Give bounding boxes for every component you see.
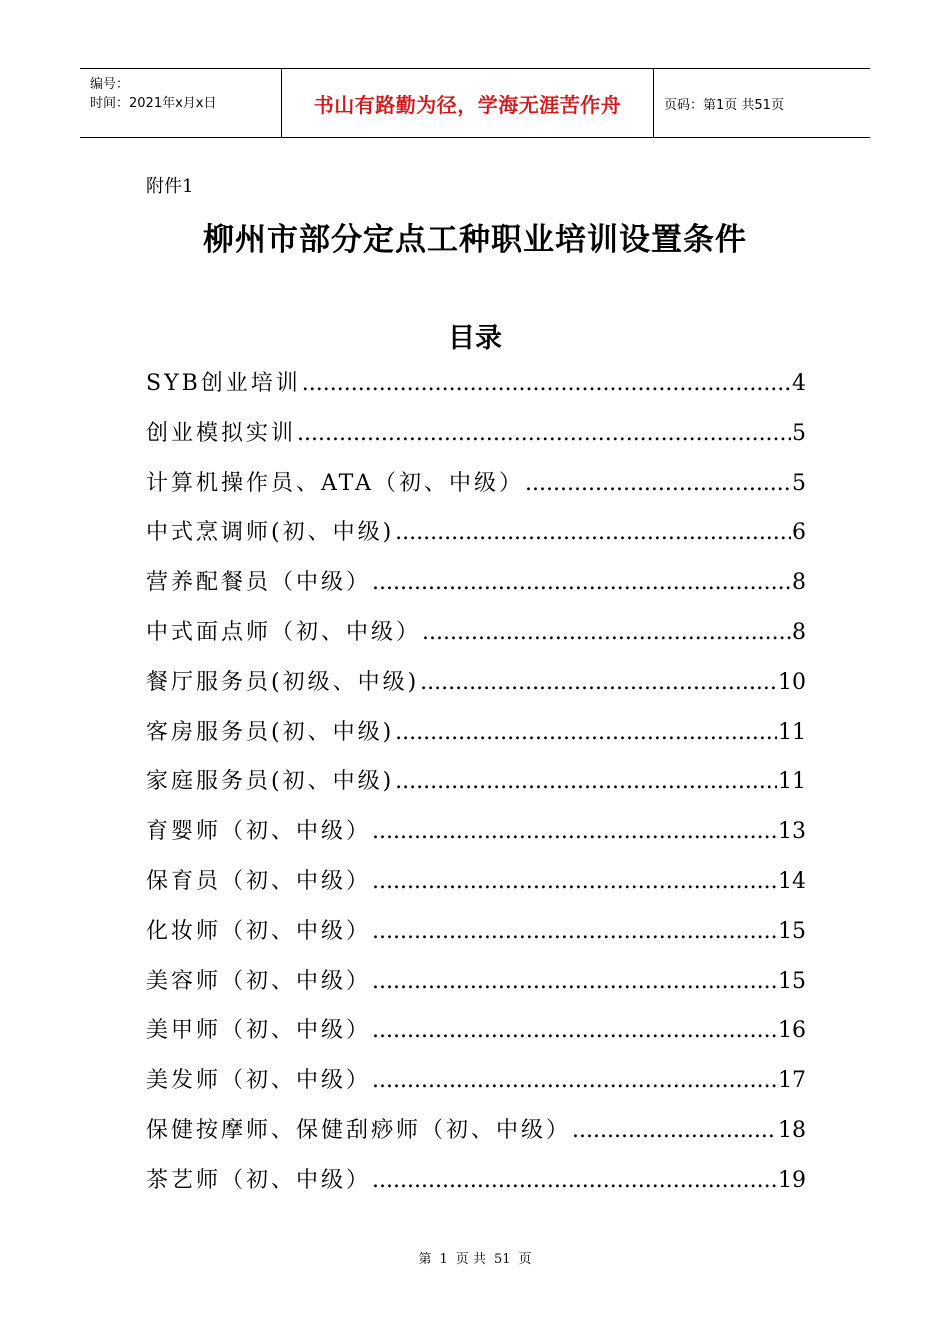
toc-entry[interactable] <box>146 814 806 864</box>
toc-entry[interactable] <box>146 764 806 814</box>
toc-entry[interactable] <box>146 1163 806 1213</box>
header-motto-cell <box>282 69 654 137</box>
toc-entry-label: 营养配餐员（中级） <box>146 570 372 596</box>
toc-entry-label: 保健按摩师、保健刮痧师（初、中级） <box>146 1117 572 1143</box>
footer-current-page: 1 <box>439 1252 448 1267</box>
toc-entry-page: 15 <box>778 968 806 994</box>
toc-leader-dots <box>395 769 777 794</box>
toc-entry-label: 创业模拟实训 <box>146 420 297 446</box>
toc-leader-dots <box>572 1118 777 1143</box>
toc-entry-page: 14 <box>778 868 806 894</box>
footer-total-pages: 51 <box>493 1252 511 1267</box>
toc-entry-page: 13 <box>778 819 806 845</box>
toc-leader-dots <box>420 670 777 695</box>
toc-entry-page: 6 <box>792 520 806 546</box>
toc-entry[interactable] <box>146 1063 806 1113</box>
footer-middle: 页 共 <box>455 1252 486 1267</box>
toc-leader-dots <box>372 919 777 944</box>
toc-entry-label: 美容师（初、中级） <box>146 968 372 994</box>
toc-entry-page: 10 <box>778 669 806 695</box>
toc-entry[interactable] <box>146 864 806 914</box>
toc-entry-label: 中式烹调师(初、中级) <box>146 520 395 546</box>
toc-leader-dots <box>525 471 791 496</box>
toc-entry-page: 8 <box>792 619 806 645</box>
toc-entry-label: 化妆师（初、中级） <box>146 918 372 944</box>
toc-entry-label: 茶艺师（初、中级） <box>146 1167 372 1193</box>
page-info: 页码：第1页 共51页 <box>664 97 784 113</box>
toc-leader-dots <box>395 720 777 745</box>
toc-entry-label: 家庭服务员(初、中级) <box>146 769 395 795</box>
toc-entry-label: 美发师（初、中级） <box>146 1068 372 1094</box>
toc-leader-dots <box>395 520 791 545</box>
page-footer <box>0 1248 950 1267</box>
toc-entry-page: 19 <box>778 1167 806 1193</box>
toc-entry[interactable] <box>146 1113 806 1163</box>
motto-text: 书山有路勤为径，学海无涯苦作舟 <box>313 92 622 117</box>
toc-entry-label: 美甲师（初、中级） <box>146 1018 372 1044</box>
toc-leader-dots <box>422 620 791 645</box>
toc-entry-label: SYB创业培训 <box>146 371 301 396</box>
toc-entry-page: 11 <box>778 769 806 795</box>
toc-entry[interactable] <box>146 565 806 615</box>
attachment-label: 附件1 <box>146 176 194 197</box>
toc-entry-page: 15 <box>778 918 806 944</box>
toc-entry[interactable] <box>146 715 806 765</box>
toc-entry-page: 18 <box>778 1117 806 1143</box>
toc-leader-dots <box>297 421 791 446</box>
toc-entry-label: 育婴师（初、中级） <box>146 819 372 845</box>
number-label: 编号： <box>90 77 130 92</box>
toc-entry[interactable] <box>146 1013 806 1063</box>
toc-entry[interactable] <box>146 366 806 416</box>
toc-entry-page: 16 <box>778 1018 806 1044</box>
toc-leader-dots <box>372 1168 777 1193</box>
toc-leader-dots <box>372 1018 777 1043</box>
toc-entry-label: 保育员（初、中级） <box>146 868 372 894</box>
toc-entry[interactable] <box>146 964 806 1014</box>
toc-entry[interactable] <box>146 416 806 466</box>
toc-entry[interactable] <box>146 515 806 565</box>
toc-leader-dots <box>372 819 777 844</box>
toc-entry-label: 客房服务员(初、中级) <box>146 719 395 745</box>
toc-leader-dots <box>372 1068 777 1093</box>
time-label: 时间：2021年x月x日 <box>90 96 217 111</box>
toc-entry[interactable] <box>146 665 806 715</box>
document-title: 柳州市部分定点工种职业培训设置条件 <box>203 222 747 258</box>
toc-entry[interactable] <box>146 914 806 964</box>
header-page-cell <box>654 69 870 137</box>
toc-entry-label: 餐厅服务员(初级、中级) <box>146 669 420 695</box>
toc-leader-dots <box>372 869 777 894</box>
table-of-contents <box>146 366 806 1213</box>
footer-suffix: 页 <box>518 1252 532 1267</box>
toc-title: 目录 <box>448 323 502 354</box>
toc-entry-page: 5 <box>792 470 806 496</box>
toc-entry-page: 8 <box>792 570 806 596</box>
toc-entry-label: 中式面点师（初、中级） <box>146 619 422 645</box>
page-header <box>80 68 870 138</box>
toc-entry-page: 17 <box>778 1068 806 1094</box>
header-meta-cell <box>80 69 282 137</box>
toc-leader-dots <box>302 371 791 396</box>
toc-entry[interactable] <box>146 615 806 665</box>
footer-prefix: 第 <box>418 1252 432 1267</box>
toc-entry-label: 计算机操作员、ATA（初、中级） <box>146 470 525 496</box>
toc-entry[interactable] <box>146 466 806 516</box>
toc-entry-page: 11 <box>778 719 806 745</box>
toc-entry-page: 5 <box>792 420 806 446</box>
toc-leader-dots <box>372 570 791 595</box>
toc-leader-dots <box>372 969 777 994</box>
toc-entry-page: 4 <box>792 371 806 396</box>
